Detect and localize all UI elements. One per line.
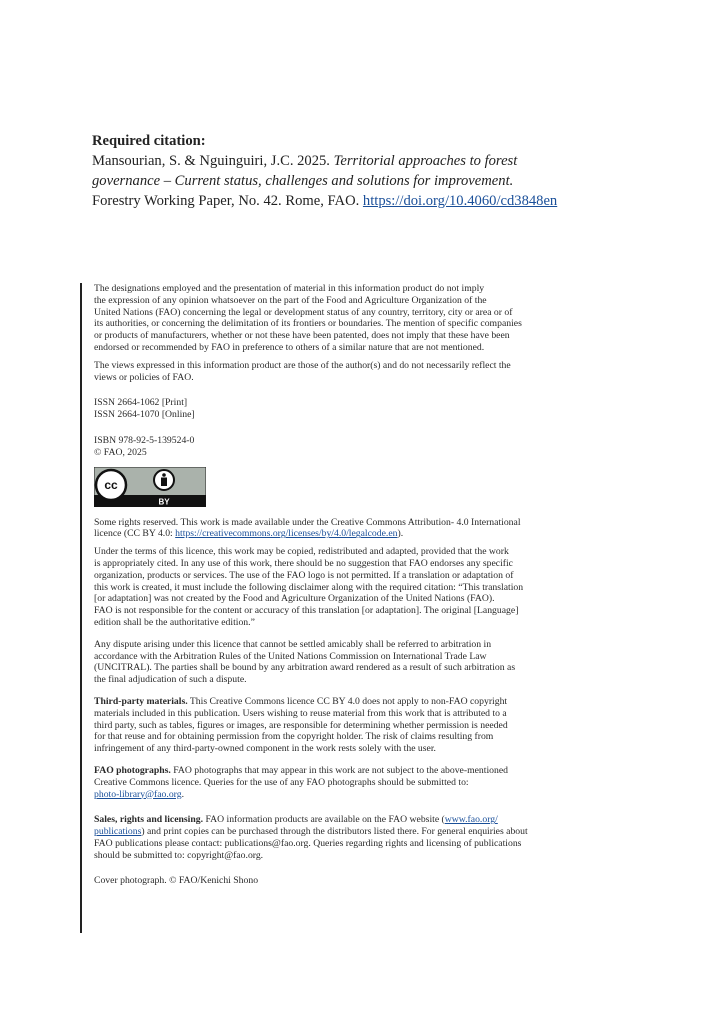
legal-notice [80, 283, 614, 933]
terms-line: is appropriately cited. In any use of this work, there should be no suggestion that FAO endorses any specific [94, 557, 513, 569]
disclaimer-line: the expression of any opinion whatsoever on the part of the Food and Agriculture Organization of the [94, 294, 487, 306]
cover-photo-credit: Cover photograph. © FAO/Kenichi Shono [94, 875, 259, 887]
by-text: BY [158, 497, 170, 507]
terms-paragraph [94, 546, 614, 629]
dispute-line: accordance with the Arbitration Rules of the United Nations Commission on International Trade Law [94, 650, 487, 662]
isbn: ISBN 978-92-5-139524-0 [94, 434, 195, 446]
disclaimer-line: United Nations (FAO) concerning the legal or development status of any country, territory, city or area or of [94, 306, 513, 318]
terms-line: Under the terms of this licence, this work may be copied, redistributed and adapted, provided that the work [94, 546, 509, 558]
photographs-line: Creative Commons licence. Queries for the use of any FAO photographs should be submitted to: [94, 776, 469, 788]
sales-line: FAO publications please contact: publications@fao.org. Queries regarding rights and licensing of publications [94, 837, 522, 849]
cc-text: cc [104, 477, 118, 492]
sales-line: FAO information products are available on the FAO website ( [203, 814, 445, 826]
photographs-paragraph [94, 765, 614, 800]
third-party-paragraph [94, 696, 614, 755]
fao-publications-link[interactable]: publications [94, 826, 142, 838]
sales-line: ) and print copies can be purchased through the distributors listed there. For general enquiries about [141, 826, 528, 838]
third-party-line: This Creative Commons licence CC BY 4.0 does not apply to non-FAO copyright [187, 695, 508, 707]
third-party-line: infringement of any third-party-owned component in the work rests solely with the user. [94, 743, 436, 755]
views-line: views or policies of FAO. [94, 371, 194, 383]
fao-website-link[interactable]: www.fao.org/ [444, 814, 498, 826]
photographs-heading: FAO photographs. [94, 764, 171, 776]
citation-doi-link[interactable]: https://doi.org/10.4060/cd3848en [362, 193, 558, 209]
photographs-line: FAO photographs that may appear in this work are not subject to the above-mentioned [170, 764, 508, 776]
third-party-line: materials included in this publication. Users wishing to reuse material from this work that is attributed to a [94, 707, 507, 719]
disclaimer-line: or products of manufacturers, whether or not these have been patented, does not imply that these have been [94, 330, 510, 342]
terms-line: this work is created, it must include the following disclaimer along with the required citation: “This translation [94, 581, 524, 593]
photographs-line-end: . [181, 788, 184, 800]
disclaimer-line: The designations employed and the presentation of material in this information product do not imply [94, 283, 485, 294]
terms-line: organization, products or services. The use of the FAO logo is not permitted. If a translation or adaptation of [94, 569, 514, 581]
terms-line: [or adaptation] was not created by the Food and Agriculture Organization of the United Nations (FAO). [94, 593, 495, 605]
licence-link[interactable]: https://creativecommons.org/licenses/by/4.0/legalcode.en [175, 528, 398, 540]
cc-by-licence-icon [94, 467, 206, 507]
third-party-heading: Third-party materials. [94, 695, 188, 707]
third-party-line: for that reuse and for obtaining permission from the copyright holder. The risk of claims resulting from [94, 731, 494, 743]
sales-heading: Sales, rights and licensing. [94, 814, 204, 826]
citation-authors: Mansourian, S. & Nguinguiri, J.C. 2025. [92, 153, 330, 169]
citation-series: Forestry Working Paper, No. 42. Rome, FAO. [92, 193, 360, 209]
citation-title-line1: Territorial approaches to forest [333, 153, 518, 169]
dispute-line: Any dispute arising under this licence that cannot be settled amicably shall be referred to arbitration in [94, 638, 492, 650]
dispute-line: the final adjudication of such a dispute. [94, 674, 247, 686]
photo-library-email-link[interactable]: photo-library@fao.org [94, 788, 182, 800]
views-paragraph [94, 360, 614, 384]
sales-paragraph [94, 814, 614, 861]
rights-line: Some rights reserved. This work is made available under the Creative Commons Attribution- 4.0 International [94, 516, 521, 528]
views-line: The views expressed in this information product are those of the author(s) and do not necessarily reflect the [94, 359, 511, 371]
rights-line-end: ). [397, 528, 404, 540]
issn-print: ISSN 2664-1062 [Print] [94, 397, 188, 409]
third-party-line: third party, such as tables, figures or images, are responsible for determining whether permission is needed [94, 719, 508, 731]
citation-title-line2: governance – Current status, challenges and solutions for improvement. [92, 173, 514, 189]
required-citation [92, 131, 652, 211]
issn-online: ISSN 2664-1070 [Online] [94, 409, 195, 421]
disclaimer-paragraph [94, 283, 614, 354]
disclaimer-line: endorsed or recommended by FAO in preference to others of a similar nature that are not mentioned. [94, 341, 485, 353]
terms-line: FAO is not responsible for the content or accuracy of this translation [or adaptation]. The original [Language] [94, 605, 519, 617]
rights-line: licence (CC BY 4.0: [94, 528, 176, 540]
isbn-block [94, 435, 614, 459]
dispute-paragraph [94, 639, 614, 686]
copyright: © FAO, 2025 [94, 446, 147, 458]
dispute-line: (UNCITRAL). The parties shall be bound by any arbitration award rendered as a result of such arbitration as [94, 662, 516, 674]
issn-block [94, 397, 614, 421]
rights-paragraph [94, 517, 614, 541]
citation-heading: Required citation: [92, 133, 206, 149]
terms-line: edition shall be the authoritative edition.” [94, 616, 255, 628]
disclaimer-line: its authorities, or concerning the delimitation of its frontiers or boundaries. The mention of specific companies [94, 318, 522, 330]
sales-line: should be submitted to: copyright@fao.org. [94, 849, 264, 861]
